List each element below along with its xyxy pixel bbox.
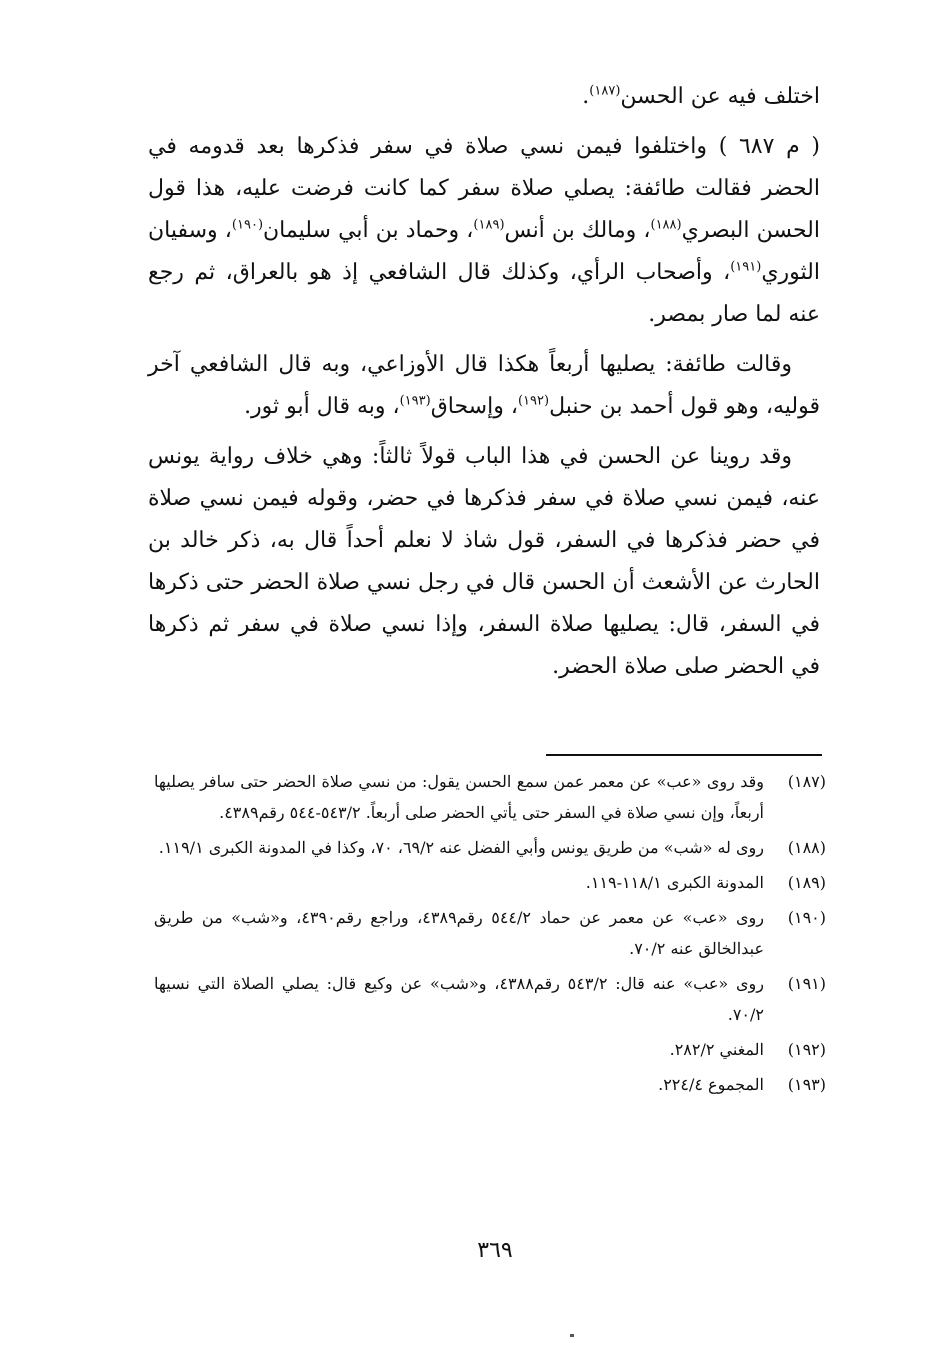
footnote-191: [154, 968, 826, 1030]
paragraph-text: ، وسفيان الثوري: [148, 218, 820, 285]
footnote-text: المدونة الكبرى ١١٨/١-١١٩.: [585, 873, 764, 892]
page-number: ٣٦٩: [477, 1238, 513, 1263]
footnote-190: [154, 902, 826, 964]
footnote-number: (١٨٨): [787, 838, 826, 857]
footnote-193: [154, 1069, 826, 1100]
paragraph-text: ( م ٦٨٧ ) واختلفوا فيمن نسي صلاة في سفر فذكرها بعد قدومه في الحضر فقالت طائفة: يصلي صلاة سفر كما كانت فرضت عليه، هذا قول الحسن البصري: [148, 134, 820, 243]
footnote-separator: [546, 754, 822, 756]
paragraph-2: [148, 126, 820, 336]
footnote-ref: (١٨٧): [589, 83, 621, 99]
footnote-ref: (١٩٠): [231, 217, 264, 233]
footnote-text: المغني ٢٨٢/٢.: [669, 1040, 764, 1059]
footnote-text: روى له «شب» من طريق يونس وأبي الفضل عنه ٦٩/٢، ٧٠، وكذا في المدونة الكبرى ١١٩/١.: [158, 838, 764, 857]
footnote-ref: (١٨٩): [473, 217, 505, 233]
footnote-ref: (١٩٣): [399, 393, 431, 409]
footnote-ref: (١٩٢): [517, 393, 550, 409]
footnote-number: (١٩١): [787, 974, 826, 993]
footnote-text: وقد روى «عب» عن معمر عمن سمع الحسن يقول: من نسي صلاة الحضر حتى سافر يصليها أربعاً، وإن نسي صلاة في السفر حتى يأتي الحضر صلى أربعاً. ٥٤٣/٢-٥٤٤ رقم٤٣٨٩.: [154, 772, 764, 822]
footnote-187: [154, 766, 826, 828]
footnote-ref: (١٩١): [730, 259, 762, 275]
footnote-192: [154, 1034, 826, 1065]
footnote-number: (١٩٣): [787, 1075, 826, 1094]
paragraph-text: ، وبه قال أبو ثور.: [244, 394, 400, 419]
footnote-number: (١٩٢): [787, 1040, 826, 1059]
main-text: [148, 76, 820, 696]
paragraph-text: اختلف فيه عن الحسن: [620, 84, 820, 109]
paragraph-4: [148, 436, 820, 688]
footnote-ref: (١٨٨): [650, 217, 682, 233]
footnote-number: (١٨٩): [787, 873, 826, 892]
footnote-188: [154, 832, 826, 863]
footnotes: [154, 766, 826, 1104]
paragraph-3: [148, 344, 820, 428]
scan-mark: [570, 1334, 574, 1337]
footnote-189: [154, 867, 826, 898]
paragraph-1: [148, 76, 820, 118]
paragraph-text: ، ومالك بن أنس: [504, 218, 651, 243]
paragraph-text: وقالت طائفة: يصليها أربعاً هكذا قال الأوزاعي، وبه قال الشافعي آخر قوليه، وهو قول أحمد بن حنبل: [148, 352, 820, 419]
footnote-text: روى «عب» عن معمر عن حماد ٥٤٤/٢ رقم٤٣٨٩، وراجع رقم٤٣٩٠، و«شب» من طريق عبدالخالق عنه ٧٠/٢.: [154, 908, 765, 958]
paragraph-text: ، وإسحاق: [430, 394, 518, 419]
footnote-text: المجموع ٢٢٤/٤.: [658, 1075, 764, 1094]
paragraph-text: وقد روينا عن الحسن في هذا الباب قولاً ثالثاً: وهي خلاف رواية يونس عنه، فيمن نسي صلاة في سفر فذكرها في حضر، وقوله فيمن نسي صلاة في حضر فذكرها في السفر، قول شاذ لا نعلم أحداً قال به، ذكر خالد بن الحارث عن الأشعث أن الحسن قال في رجل نسي صلاة الحضر حتى ذكرها في السفر، قال: يصليها صلاة السفر، وإذا نسي صلاة في سفر ثم ذكرها في الحضر صلى صلاة الحضر.: [148, 444, 820, 679]
footnote-text: روى «عب» عنه قال: ٥٤٣/٢ رقم٤٣٨٨، و«شب» عن وكيع قال: يصلي الصلاة التي نسيها ٧٠/٢.: [154, 974, 765, 1024]
footnote-number: (١٩٠): [787, 908, 826, 927]
paragraph-text: ، وأصحاب الرأي، وكذلك قال الشافعي إذ هو بالعراق، ثم رجع عنه لما صار بمصر.: [148, 260, 820, 327]
paragraph-text: ، وحماد بن أبي سليمان: [263, 218, 474, 243]
footnote-number: (١٨٧): [787, 772, 826, 791]
paragraph-end: .: [582, 84, 590, 109]
